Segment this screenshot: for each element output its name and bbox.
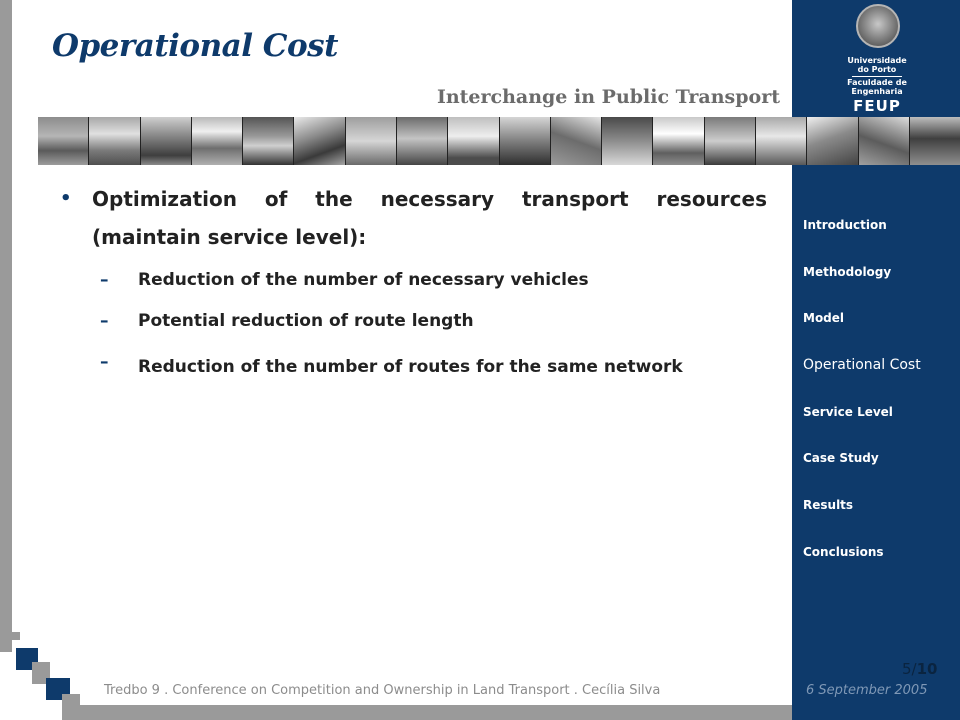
slide-title: Operational Cost xyxy=(52,28,338,64)
sub-list xyxy=(100,266,767,386)
page-number xyxy=(902,660,937,678)
photo-bus-terminal xyxy=(448,117,499,165)
nav-item-conclusions[interactable]: Conclusions xyxy=(803,544,884,559)
sub-item xyxy=(100,266,767,294)
sub-item xyxy=(100,307,767,335)
nav-item-introduction[interactable]: Introduction xyxy=(803,218,887,232)
sub-item-text: Reduction of the number of routes for the same network xyxy=(138,357,683,377)
slide-subtitle: Interchange in Public Transport xyxy=(436,86,780,108)
university-logo xyxy=(842,4,912,114)
dash-icon: – xyxy=(100,270,109,290)
dash-icon: – xyxy=(100,311,109,331)
bullet-dot-icon: • xyxy=(60,188,72,209)
page-separator: / xyxy=(911,660,917,678)
photo-street-crossing xyxy=(141,117,192,165)
photo-bus-depot xyxy=(38,117,89,165)
photo-station-roof xyxy=(551,117,602,165)
photo-platform-shelter xyxy=(910,117,960,165)
nav-item-case-study[interactable]: Case Study xyxy=(803,451,879,466)
photo-railway-platform xyxy=(705,117,756,165)
photo-station-arches xyxy=(807,117,858,165)
photo-canopy xyxy=(859,117,910,165)
page-total: 10 xyxy=(916,660,938,678)
dash-icon: – xyxy=(100,352,109,372)
footer-bar xyxy=(66,705,792,720)
section-nav xyxy=(803,215,960,589)
logo-line-3: Faculdade de xyxy=(847,78,907,87)
nav-item-service-level[interactable]: Service Level xyxy=(803,404,893,419)
photo-bus-stop xyxy=(756,117,807,165)
sub-item-text: Potential reduction of route length xyxy=(138,311,474,331)
bullet-item xyxy=(60,180,767,256)
logo-feup: FEUP xyxy=(853,97,901,115)
photo-metro-train xyxy=(243,117,294,165)
sub-item-text: Reduction of the number of necessary vehicles xyxy=(138,270,589,290)
left-margin-strip xyxy=(0,0,12,640)
photo-vehicles xyxy=(602,117,653,165)
footer-text: Tredbo 9 . Conference on Competition and Ownership in Land Transport . Cecília Silva xyxy=(104,683,661,698)
photo-train xyxy=(653,117,704,165)
page-current: 5 xyxy=(902,660,912,678)
university-seal-icon xyxy=(856,4,900,48)
photo-parking-lot xyxy=(346,117,397,165)
nav-item-results[interactable]: Results xyxy=(803,498,854,513)
footer-date: 6 September 2005 xyxy=(806,683,928,698)
nav-item-operational-cost[interactable]: Operational Cost xyxy=(803,357,921,374)
logo-line-1: Universidade xyxy=(847,56,907,65)
slide-content xyxy=(60,180,767,399)
logo-line-4: Engenharia xyxy=(851,87,903,96)
nav-item-model[interactable]: Model xyxy=(803,311,845,326)
logo-divider xyxy=(852,76,902,77)
photo-rail-track xyxy=(500,117,551,165)
logo-line-2: do Porto xyxy=(857,65,897,74)
photo-tram xyxy=(192,117,243,165)
photo-canopy-plaza xyxy=(294,117,345,165)
sub-item xyxy=(100,348,767,386)
photo-strip xyxy=(38,117,960,165)
nav-item-methodology[interactable]: Methodology xyxy=(803,264,892,279)
photo-buses xyxy=(397,117,448,165)
bullet-text: Optimization of the necessary transport resources (maintain service level): xyxy=(92,187,767,249)
photo-coaches xyxy=(89,117,140,165)
